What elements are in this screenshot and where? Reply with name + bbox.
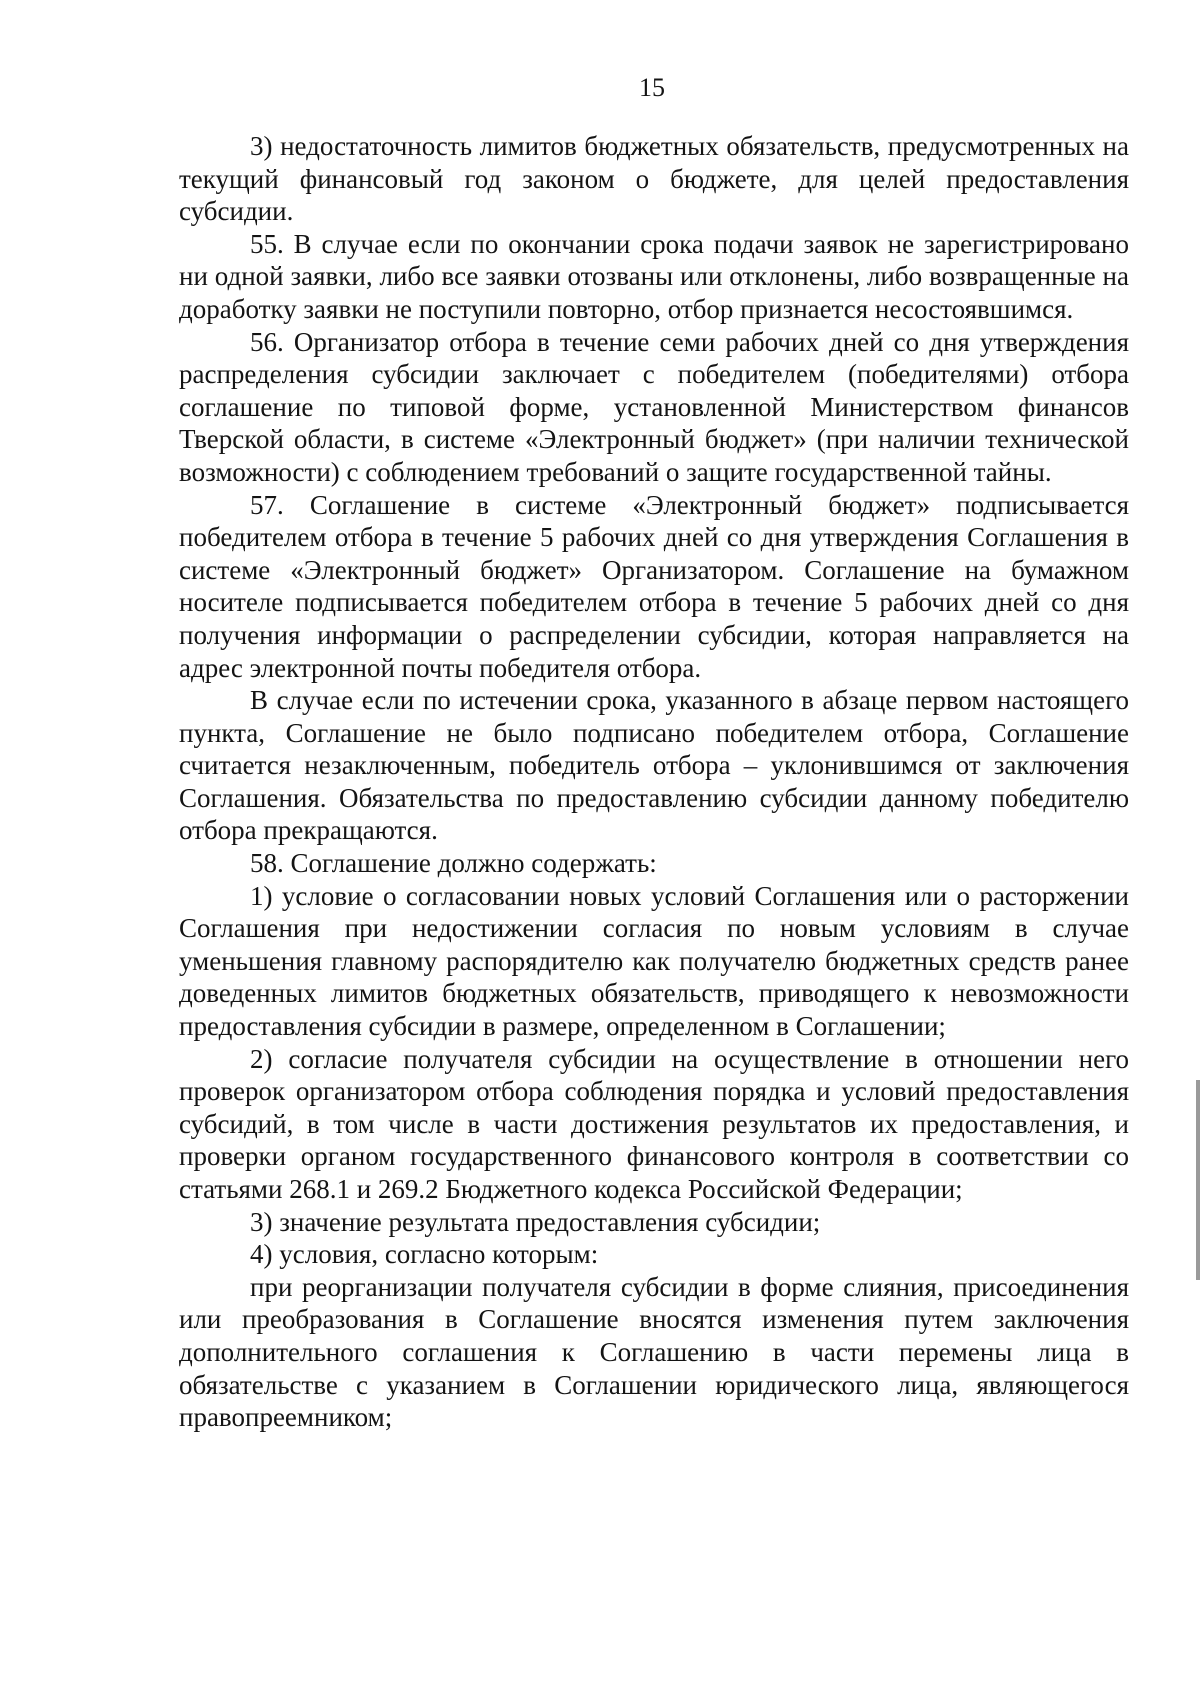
- paragraph-58-item-1: 1) условие о согласовании новых условий Соглашения или о расторжении Соглашения при недостижении согласия по новым условиям в случае уменьшения главному распорядителю как получателю бюджетных средств ранее доведенных лимитов бюджетных обязательств, приводящего к невозможности предоставления субсидии в размере, определенном в Соглашении;: [179, 880, 1129, 1042]
- paragraph-56: 56. Организатор отбора в течение семи рабочих дней со дня утверждения распределения субсидии заключает с победителем (победителями) отбора соглашение по типовой форме, установленной Министерством финансов Тверской области, в системе «Электронный бюджет» (при наличии технической возможности) с соблюдением требований о защите государственной тайны.: [179, 326, 1129, 487]
- paragraph-58-item-2: 2) согласие получателя субсидии на осуществление в отношении него проверок организатором отбора соблюдения порядка и условий предоставления субсидий, в том числе в части достижения результатов их предоставления, и проверки органом государственного финансового контроля в соответствии со статьями 268.1 и 269.2 Бюджетного кодекса Российской Федерации;: [179, 1043, 1129, 1204]
- paragraph-58: 58. Соглашение должно содержать:: [250, 848, 657, 879]
- paragraph-58-item-4: 4) условия, согласно которым:: [250, 1239, 599, 1270]
- paragraph-58-item-3: 3) значение результата предоставления субсидии;: [250, 1206, 821, 1237]
- paragraph-55: 55. В случае если по окончании срока подачи заявок не зарегистрировано ни одной заявки, либо все заявки отозваны или отклонены, либо возвращенные на доработку заявки не поступили повторно, отбор признается несостоявшимся.: [179, 228, 1129, 324]
- document-body: [179, 130, 1129, 1434]
- page-number: 15: [639, 73, 665, 102]
- paragraph-57-second: В случае если по истечении срока, указанного в абзаце первом настоящего пункта, Соглашение не было подписано победителем отбора, Соглашение считается незаключенным, победитель отбора – уклонившимся от заключения Соглашения. Обязательства по предоставлению субсидии данному победителю отбора прекращаются.: [179, 685, 1129, 846]
- paragraph-limits-insufficiency: 3) недостаточность лимитов бюджетных обязательств, предусмотренных на текущий финансовый год законом о бюджете, для целей предоставления субсидии.: [179, 131, 1129, 227]
- paragraph-57: 57. Соглашение в системе «Электронный бюджет» подписывается победителем отбора в течение 5 рабочих дней со дня утверждения Соглашения в системе «Электронный бюджет» Организатором. Соглашение на бумажном носителе подписывается победителем отбора в течение 5 рабочих дней со дня получения информации о распределении субсидии, которая направляется на адрес электронной почты победителя отбора.: [179, 489, 1129, 683]
- paragraph-58-item-4-reorganization: при реорганизации получателя субсидии в форме слияния, присоединения или преобразования в Соглашение вносятся изменения путем заключения дополнительного соглашения к Соглашению в части перемены лица в обязательстве с указанием в Соглашении юридического лица, являющегося правопреемником;: [179, 1271, 1129, 1433]
- scan-edge-mark: [1196, 1080, 1200, 1280]
